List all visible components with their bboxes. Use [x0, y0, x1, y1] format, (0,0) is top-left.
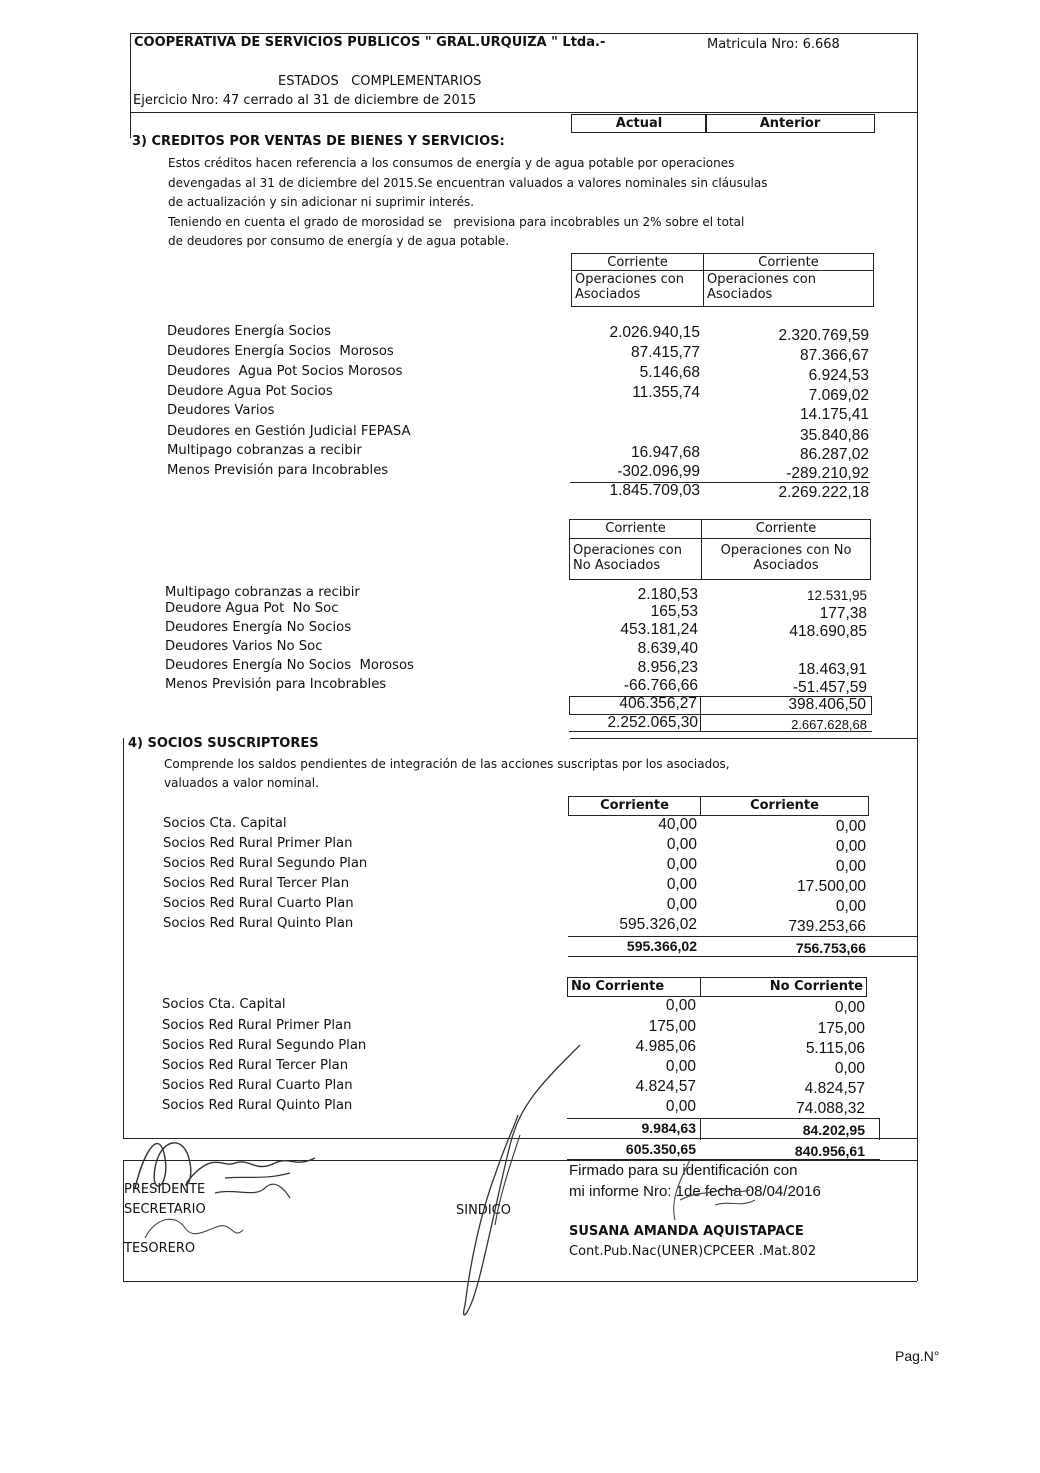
text-line: Teniendo en cuenta el grado de morosidad se previsiona para incobrables un 2% sobre el total: [168, 215, 745, 229]
t2-total-sep: [700, 714, 701, 732]
s4t2-header-anterior: No Corriente: [700, 977, 867, 997]
t2-total-actual: 2.252.065,30: [607, 714, 698, 731]
row-actual: 8.956,23: [637, 659, 698, 676]
frame-section4-top: [570, 738, 918, 739]
row-label: Deudores Energía Socios: [167, 324, 331, 339]
s4t1-header-anterior: Corriente: [700, 796, 869, 816]
row-actual: 2.180,53: [637, 586, 698, 603]
row-actual: 11.355,74: [632, 384, 700, 401]
row-anterior: 0,00: [835, 858, 866, 875]
row-actual: 165,53: [650, 603, 698, 620]
row-anterior: -51.457,59: [792, 679, 867, 696]
row-label: Menos Previsión para Incobrables: [167, 463, 389, 478]
row-label: Socios Cta. Capital: [162, 997, 286, 1012]
row-anterior: 6.924,53: [808, 367, 869, 384]
section4-title: 4) SOCIOS SUSCRIPTORES: [128, 736, 319, 751]
t1-total-actual: 1.845.709,03: [609, 482, 700, 499]
t2-subtotal-box-anterior: [700, 696, 872, 715]
t1-header-corriente-actual: Corriente: [571, 253, 704, 271]
text-line: de deudores por consumo de energía y de agua potable.: [168, 234, 510, 248]
row-actual: 0,00: [665, 1098, 696, 1115]
row-label: Deudores Varios No Soc: [165, 639, 323, 654]
row-label: Deudore Agua Pot No Soc: [165, 601, 339, 616]
s4-grand-total-actual: 605.350,65: [625, 1141, 696, 1157]
row-actual: 8.639,40: [637, 640, 698, 657]
section3-title: 3) CREDITOS POR VENTAS DE BIENES Y SERVICIOS:: [132, 134, 505, 149]
row-label: Socios Red Rural Cuarto Plan: [163, 896, 354, 911]
sindico-label: SINDICO: [456, 1203, 511, 1218]
row-label: Socios Red Rural Tercer Plan: [162, 1058, 349, 1073]
frame-header-bottom: [130, 112, 918, 113]
s4-grand-total-anterior: 840.956,61: [794, 1143, 865, 1159]
row-label: Multipago cobranzas a recibir: [165, 585, 360, 600]
subheader-line: Asociados: [707, 287, 773, 302]
row-label: Socios Red Rural Cuarto Plan: [162, 1078, 353, 1093]
row-label: Deudore Agua Pot Socios: [167, 384, 333, 399]
row-label: Socios Red Rural Primer Plan: [163, 836, 353, 851]
text-line: valuados a valor nominal.: [164, 776, 319, 790]
auditor-title: Cont.Pub.Nac(UNER)CPCEER .Mat.802: [569, 1244, 817, 1259]
page-subtitle: ESTADOS COMPLEMENTARIOS: [278, 74, 482, 89]
row-label: Deudores Energía No Socios: [165, 620, 352, 635]
row-label: Deudores Energía Socios Morosos: [167, 344, 394, 359]
frame-left-lower: [123, 738, 124, 1138]
row-label: Multipago cobranzas a recibir: [167, 443, 362, 458]
row-label: Deudores Energía No Socios Morosos: [165, 658, 414, 673]
row-actual: 0,00: [666, 856, 697, 873]
matricula: Matricula Nro: 6.668: [707, 37, 840, 52]
s4t2-total-rule-top: [567, 1118, 880, 1119]
row-actual: 16.947,68: [631, 444, 700, 461]
t1-total-anterior: 2.269.222,18: [778, 484, 869, 501]
subheader-line: Operaciones con: [575, 272, 684, 287]
subheader-line: Operaciones con: [573, 543, 682, 558]
row-anterior: 2.320.769,59: [778, 327, 869, 344]
text-line: devengadas al 31 de diciembre del 2015.Se encuentran valuados a valores nominales sin cláusulas: [168, 176, 768, 190]
row-anterior: 418.690,85: [789, 623, 867, 640]
row-label: Socios Red Rural Primer Plan: [162, 1018, 352, 1033]
row-anterior: 0,00: [834, 1060, 865, 1077]
auditor-name: SUSANA AMANDA AQUISTAPACE: [569, 1224, 804, 1239]
company-name: COOPERATIVA DE SERVICIOS PUBLICOS " GRAL.URQUIZA " Ltda.-: [134, 35, 606, 50]
row-anterior: 4.824,57: [804, 1080, 865, 1097]
subheader-line: Operaciones con No: [720, 543, 852, 558]
text-line: Estos créditos hacen referencia a los consumos de energía y de agua potable por operaciones: [168, 156, 735, 170]
row-anterior: 177,38: [819, 605, 867, 622]
row-anterior: 87.366,67: [800, 347, 869, 364]
t2-total-anterior: 2.667.628,68: [791, 717, 867, 732]
secretario-label: SECRETARIO: [124, 1202, 206, 1217]
row-anterior: 18.463,91: [798, 661, 867, 678]
row-anterior: 14.175,41: [800, 406, 869, 423]
s4t2-header-actual: No Corriente: [567, 977, 701, 997]
row-actual: 4.824,57: [635, 1078, 696, 1095]
s4t2-total-sep: [700, 1118, 701, 1140]
row-label: Socios Red Rural Tercer Plan: [163, 876, 350, 891]
row-actual: 87.415,77: [631, 344, 700, 361]
subheader-line: Asociados: [575, 287, 641, 302]
t2-subheader-anterior: [701, 538, 871, 580]
s4t1-total-anterior: 756.753,66: [795, 940, 866, 956]
row-label: Menos Previsión para Incobrables: [165, 677, 387, 692]
row-anterior: 739.253,66: [788, 918, 866, 935]
row-anterior: 5.115,06: [805, 1040, 865, 1057]
text-line: Comprende los saldos pendientes de integración de las acciones suscriptas por los asociados,: [164, 757, 730, 771]
t2-header-corriente-anterior: Corriente: [701, 519, 871, 539]
s4t2-total-anterior: 84.202,95: [802, 1122, 865, 1138]
row-actual: 4.985,06: [635, 1038, 696, 1055]
s4t1-total-rule-bottom: [568, 956, 918, 957]
t1-header-corriente-anterior: Corriente: [703, 253, 874, 271]
subheader-line: Asociados: [753, 558, 819, 573]
s4t1-total-rule-top: [568, 936, 918, 937]
presidente-label: PRESIDENTE: [124, 1182, 206, 1197]
signature-sindico: [440, 1035, 590, 1335]
row-actual: 5.146,68: [639, 364, 700, 381]
row-label: Socios Red Rural Segundo Plan: [162, 1038, 367, 1053]
tesorero-label: TESORERO: [124, 1241, 196, 1256]
row-anterior: 175,00: [817, 1020, 865, 1037]
s4t2-total-right: [879, 1118, 880, 1140]
firmado-line-2: mi informe Nro: 1de fecha 08/04/2016: [569, 1183, 821, 1200]
row-actual: -66.766,66: [623, 677, 698, 694]
col-header-anterior: Anterior: [705, 114, 875, 133]
t2-subheader-actual: [569, 538, 702, 580]
t2-subtotal-actual: 406.356,27: [619, 695, 697, 712]
row-actual: 40,00: [658, 816, 697, 833]
signature-presidente: [115, 1118, 335, 1258]
row-anterior: 0,00: [835, 898, 866, 915]
row-anterior: 35.840,86: [800, 427, 869, 444]
row-actual: 0,00: [666, 876, 697, 893]
row-label: Deudores en Gestión Judicial FEPASA: [167, 424, 411, 439]
subheader-line: Operaciones con: [707, 272, 816, 287]
s4t2-total-actual: 9.984,63: [641, 1120, 696, 1136]
row-actual: 2.026.940,15: [609, 324, 700, 341]
row-anterior: 17.500,00: [797, 878, 866, 895]
row-actual: 453.181,24: [620, 621, 698, 638]
frame-top: [130, 33, 918, 34]
row-anterior: 86.287,02: [800, 446, 869, 463]
t1-subheader-anterior: [703, 270, 874, 307]
row-actual: 595.326,02: [619, 916, 697, 933]
row-label: Socios Red Rural Segundo Plan: [163, 856, 368, 871]
s4t1-total-actual: 595.366,02: [626, 938, 697, 954]
col-header-actual: Actual: [571, 114, 707, 133]
frame-right: [917, 33, 918, 1281]
t2-subtotal-anterior: 398.406,50: [788, 696, 866, 713]
row-label: Deudores Agua Pot Socios Morosos: [167, 364, 403, 379]
row-anterior: 0,00: [834, 999, 865, 1016]
row-anterior: 7.069,02: [808, 387, 869, 404]
row-label: Socios Red Rural Quinto Plan: [162, 1098, 353, 1113]
row-actual: 0,00: [666, 836, 697, 853]
row-anterior: 0,00: [835, 818, 866, 835]
row-label: Socios Red Rural Quinto Plan: [163, 916, 354, 931]
row-label: Deudores Varios: [167, 403, 275, 418]
firmado-line-1: Firmado para su identificación con: [569, 1162, 798, 1179]
subheader-line: No Asociados: [573, 558, 661, 573]
row-actual: 0,00: [665, 1058, 696, 1075]
row-anterior: -289.210,92: [786, 465, 869, 482]
text-line: de actualización y sin adicionar ni suprimir interés.: [168, 195, 475, 209]
row-actual: 175,00: [648, 1018, 696, 1035]
signature-auditor: [620, 1150, 770, 1240]
row-anterior: 12.531,95: [806, 588, 867, 603]
t2-header-corriente-actual: Corriente: [569, 519, 702, 539]
t2-total-rule: [569, 731, 872, 732]
page-number: Pag.N°: [895, 1348, 940, 1364]
row-actual: 0,00: [666, 896, 697, 913]
row-anterior: 74.088,32: [796, 1100, 865, 1117]
row-actual: -302.096,99: [617, 463, 700, 480]
row-actual: 0,00: [665, 997, 696, 1014]
ejercicio: Ejercicio Nro: 47 cerrado al 31 de diciembre de 2015: [133, 93, 477, 108]
t1-subheader-actual: [571, 270, 704, 307]
s4t1-header-actual: Corriente: [568, 796, 701, 816]
row-label: Socios Cta. Capital: [163, 816, 287, 831]
row-anterior: 0,00: [835, 838, 866, 855]
t2-subtotal-box-actual: [569, 696, 701, 715]
frame-left: [130, 33, 131, 138]
